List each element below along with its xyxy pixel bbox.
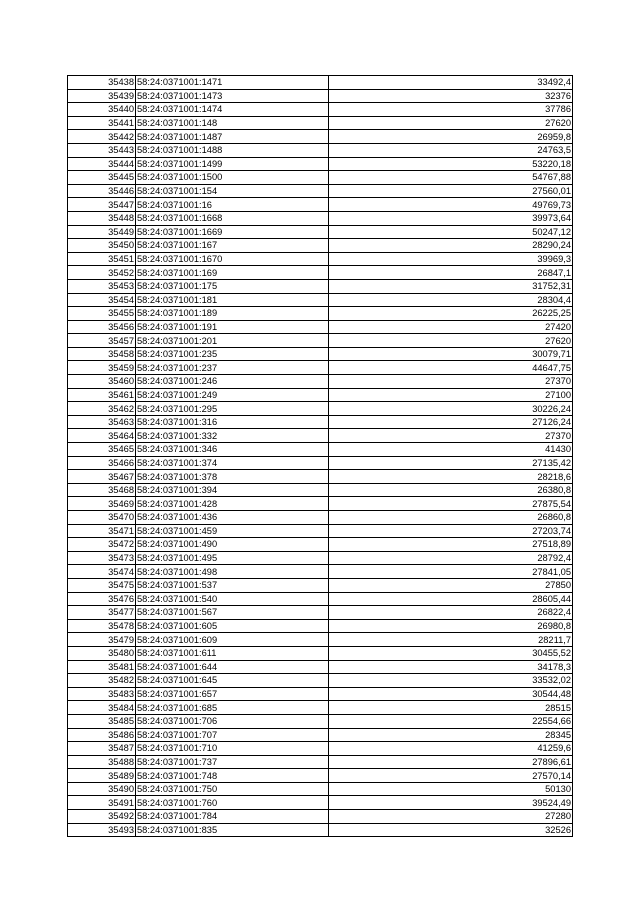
cadastral-number-cell: 58:24:0371001:645 bbox=[136, 674, 329, 688]
table-row bbox=[68, 157, 573, 171]
table-row bbox=[68, 266, 573, 280]
cadastral-number-cell: 58:24:0371001:609 bbox=[136, 633, 329, 647]
row-number-cell: 35464 bbox=[68, 429, 136, 443]
value-cell: 27896,61 bbox=[329, 755, 573, 769]
value-cell: 39524,49 bbox=[329, 796, 573, 810]
value-cell: 27135,42 bbox=[329, 456, 573, 470]
cadastral-number-cell: 58:24:0371001:644 bbox=[136, 660, 329, 674]
cadastral-number-cell: 58:24:0371001:1500 bbox=[136, 171, 329, 185]
row-number-cell: 35475 bbox=[68, 578, 136, 592]
row-number-cell: 35460 bbox=[68, 375, 136, 389]
table-row bbox=[68, 742, 573, 756]
cadastral-number-cell: 58:24:0371001:148 bbox=[136, 116, 329, 130]
table-row bbox=[68, 347, 573, 361]
value-cell: 50247,12 bbox=[329, 225, 573, 239]
value-cell: 26980,8 bbox=[329, 619, 573, 633]
table-row bbox=[68, 619, 573, 633]
table-row bbox=[68, 796, 573, 810]
cadastral-number-cell: 58:24:0371001:1488 bbox=[136, 143, 329, 157]
table-row bbox=[68, 279, 573, 293]
table-row bbox=[68, 810, 573, 824]
row-number-cell: 35442 bbox=[68, 130, 136, 144]
cadastral-number-cell: 58:24:0371001:346 bbox=[136, 443, 329, 457]
table-row bbox=[68, 252, 573, 266]
table-row bbox=[68, 239, 573, 253]
row-number-cell: 35492 bbox=[68, 810, 136, 824]
cadastral-number-cell: 58:24:0371001:537 bbox=[136, 578, 329, 592]
row-number-cell: 35447 bbox=[68, 198, 136, 212]
row-number-cell: 35486 bbox=[68, 728, 136, 742]
cadastral-number-cell: 58:24:0371001:611 bbox=[136, 646, 329, 660]
value-cell: 27620 bbox=[329, 334, 573, 348]
value-cell: 27518,89 bbox=[329, 538, 573, 552]
cadastral-number-cell: 58:24:0371001:1670 bbox=[136, 252, 329, 266]
value-cell: 44647,75 bbox=[329, 361, 573, 375]
table-row bbox=[68, 823, 573, 837]
table-row bbox=[68, 483, 573, 497]
table-row bbox=[68, 361, 573, 375]
value-cell: 30544,48 bbox=[329, 687, 573, 701]
table-row bbox=[68, 443, 573, 457]
value-cell: 33492,4 bbox=[329, 76, 573, 90]
cadastral-number-cell: 58:24:0371001:1499 bbox=[136, 157, 329, 171]
table-row bbox=[68, 592, 573, 606]
table-row bbox=[68, 606, 573, 620]
row-number-cell: 35477 bbox=[68, 606, 136, 620]
row-number-cell: 35439 bbox=[68, 89, 136, 103]
cadastral-number-cell: 58:24:0371001:181 bbox=[136, 293, 329, 307]
table-row bbox=[68, 171, 573, 185]
cadastral-number-cell: 58:24:0371001:295 bbox=[136, 402, 329, 416]
cadastral-number-cell: 58:24:0371001:748 bbox=[136, 769, 329, 783]
row-number-cell: 35445 bbox=[68, 171, 136, 185]
cadastral-number-cell: 58:24:0371001:191 bbox=[136, 320, 329, 334]
cadastral-number-cell: 58:24:0371001:490 bbox=[136, 538, 329, 552]
value-cell: 27203,74 bbox=[329, 524, 573, 538]
row-number-cell: 35443 bbox=[68, 143, 136, 157]
value-cell: 30455,52 bbox=[329, 646, 573, 660]
row-number-cell: 35457 bbox=[68, 334, 136, 348]
value-cell: 30226,24 bbox=[329, 402, 573, 416]
row-number-cell: 35454 bbox=[68, 293, 136, 307]
row-number-cell: 35446 bbox=[68, 184, 136, 198]
table-row bbox=[68, 456, 573, 470]
table-row bbox=[68, 728, 573, 742]
cadastral-number-cell: 58:24:0371001:685 bbox=[136, 701, 329, 715]
value-cell: 27100 bbox=[329, 388, 573, 402]
table-row bbox=[68, 769, 573, 783]
value-cell: 32526 bbox=[329, 823, 573, 837]
table-row bbox=[68, 660, 573, 674]
row-number-cell: 35455 bbox=[68, 307, 136, 321]
table-row bbox=[68, 538, 573, 552]
cadastral-number-cell: 58:24:0371001:394 bbox=[136, 483, 329, 497]
cadastral-number-cell: 58:24:0371001:249 bbox=[136, 388, 329, 402]
cadastral-number-cell: 58:24:0371001:495 bbox=[136, 551, 329, 565]
row-number-cell: 35476 bbox=[68, 592, 136, 606]
table-row bbox=[68, 524, 573, 538]
value-cell: 27850 bbox=[329, 578, 573, 592]
value-cell: 49769,73 bbox=[329, 198, 573, 212]
table-row bbox=[68, 225, 573, 239]
cadastral-number-cell: 58:24:0371001:154 bbox=[136, 184, 329, 198]
cadastral-number-cell: 58:24:0371001:540 bbox=[136, 592, 329, 606]
table-body bbox=[68, 76, 573, 837]
row-number-cell: 35473 bbox=[68, 551, 136, 565]
value-cell: 39969,3 bbox=[329, 252, 573, 266]
cadastral-number-cell: 58:24:0371001:1668 bbox=[136, 211, 329, 225]
cadastral-number-cell: 58:24:0371001:498 bbox=[136, 565, 329, 579]
value-cell: 27560,01 bbox=[329, 184, 573, 198]
row-number-cell: 35462 bbox=[68, 402, 136, 416]
row-number-cell: 35472 bbox=[68, 538, 136, 552]
cadastral-number-cell: 58:24:0371001:428 bbox=[136, 497, 329, 511]
cadastral-number-cell: 58:24:0371001:605 bbox=[136, 619, 329, 633]
cadastral-number-cell: 58:24:0371001:316 bbox=[136, 415, 329, 429]
value-cell: 24763,5 bbox=[329, 143, 573, 157]
value-cell: 22554,66 bbox=[329, 714, 573, 728]
value-cell: 27126,24 bbox=[329, 415, 573, 429]
value-cell: 37786 bbox=[329, 103, 573, 117]
table-row bbox=[68, 130, 573, 144]
row-number-cell: 35465 bbox=[68, 443, 136, 457]
value-cell: 27370 bbox=[329, 429, 573, 443]
row-number-cell: 35485 bbox=[68, 714, 136, 728]
row-number-cell: 35451 bbox=[68, 252, 136, 266]
table-row bbox=[68, 551, 573, 565]
value-cell: 41430 bbox=[329, 443, 573, 457]
table-row bbox=[68, 415, 573, 429]
table-row bbox=[68, 782, 573, 796]
value-cell: 28290,24 bbox=[329, 239, 573, 253]
row-number-cell: 35488 bbox=[68, 755, 136, 769]
cadastral-number-cell: 58:24:0371001:835 bbox=[136, 823, 329, 837]
table-row bbox=[68, 334, 573, 348]
row-number-cell: 35440 bbox=[68, 103, 136, 117]
row-number-cell: 35453 bbox=[68, 279, 136, 293]
cadastral-number-cell: 58:24:0371001:707 bbox=[136, 728, 329, 742]
table-row bbox=[68, 578, 573, 592]
cadastral-number-cell: 58:24:0371001:1473 bbox=[136, 89, 329, 103]
cadastral-number-cell: 58:24:0371001:657 bbox=[136, 687, 329, 701]
value-cell: 28218,6 bbox=[329, 470, 573, 484]
row-number-cell: 35450 bbox=[68, 239, 136, 253]
cadastral-number-cell: 58:24:0371001:710 bbox=[136, 742, 329, 756]
value-cell: 27370 bbox=[329, 375, 573, 389]
value-cell: 26225,25 bbox=[329, 307, 573, 321]
value-cell: 32376 bbox=[329, 89, 573, 103]
table-row bbox=[68, 184, 573, 198]
row-number-cell: 35493 bbox=[68, 823, 136, 837]
value-cell: 28211,7 bbox=[329, 633, 573, 647]
cadastral-number-cell: 58:24:0371001:1474 bbox=[136, 103, 329, 117]
table-row bbox=[68, 143, 573, 157]
cadastral-value-table bbox=[67, 75, 573, 837]
value-cell: 26860,8 bbox=[329, 511, 573, 525]
row-number-cell: 35470 bbox=[68, 511, 136, 525]
table-row bbox=[68, 198, 573, 212]
cadastral-number-cell: 58:24:0371001:175 bbox=[136, 279, 329, 293]
row-number-cell: 35481 bbox=[68, 660, 136, 674]
value-cell: 26959,8 bbox=[329, 130, 573, 144]
table-row bbox=[68, 402, 573, 416]
cadastral-number-cell: 58:24:0371001:189 bbox=[136, 307, 329, 321]
table-row bbox=[68, 674, 573, 688]
value-cell: 28792,4 bbox=[329, 551, 573, 565]
table-row bbox=[68, 755, 573, 769]
row-number-cell: 35469 bbox=[68, 497, 136, 511]
value-cell: 54767,88 bbox=[329, 171, 573, 185]
value-cell: 27280 bbox=[329, 810, 573, 824]
cadastral-number-cell: 58:24:0371001:459 bbox=[136, 524, 329, 538]
row-number-cell: 35471 bbox=[68, 524, 136, 538]
cadastral-number-cell: 58:24:0371001:737 bbox=[136, 755, 329, 769]
row-number-cell: 35483 bbox=[68, 687, 136, 701]
table-row bbox=[68, 211, 573, 225]
value-cell: 31752,31 bbox=[329, 279, 573, 293]
cadastral-number-cell: 58:24:0371001:750 bbox=[136, 782, 329, 796]
row-number-cell: 35491 bbox=[68, 796, 136, 810]
table-row bbox=[68, 429, 573, 443]
value-cell: 27875,54 bbox=[329, 497, 573, 511]
row-number-cell: 35452 bbox=[68, 266, 136, 280]
row-number-cell: 35487 bbox=[68, 742, 136, 756]
table-row bbox=[68, 565, 573, 579]
value-cell: 28605,44 bbox=[329, 592, 573, 606]
cadastral-number-cell: 58:24:0371001:760 bbox=[136, 796, 329, 810]
row-number-cell: 35474 bbox=[68, 565, 136, 579]
value-cell: 34178,3 bbox=[329, 660, 573, 674]
row-number-cell: 35458 bbox=[68, 347, 136, 361]
cadastral-number-cell: 58:24:0371001:16 bbox=[136, 198, 329, 212]
cadastral-number-cell: 58:24:0371001:436 bbox=[136, 511, 329, 525]
cadastral-number-cell: 58:24:0371001:246 bbox=[136, 375, 329, 389]
row-number-cell: 35444 bbox=[68, 157, 136, 171]
row-number-cell: 35441 bbox=[68, 116, 136, 130]
row-number-cell: 35449 bbox=[68, 225, 136, 239]
cadastral-number-cell: 58:24:0371001:378 bbox=[136, 470, 329, 484]
cadastral-number-cell: 58:24:0371001:167 bbox=[136, 239, 329, 253]
row-number-cell: 35468 bbox=[68, 483, 136, 497]
value-cell: 30079,71 bbox=[329, 347, 573, 361]
table-row bbox=[68, 646, 573, 660]
value-cell: 41259,6 bbox=[329, 742, 573, 756]
table-row bbox=[68, 320, 573, 334]
row-number-cell: 35490 bbox=[68, 782, 136, 796]
row-number-cell: 35466 bbox=[68, 456, 136, 470]
cadastral-number-cell: 58:24:0371001:1471 bbox=[136, 76, 329, 90]
value-cell: 28345 bbox=[329, 728, 573, 742]
value-cell: 53220,18 bbox=[329, 157, 573, 171]
value-cell: 26847,1 bbox=[329, 266, 573, 280]
table-row bbox=[68, 714, 573, 728]
cadastral-number-cell: 58:24:0371001:374 bbox=[136, 456, 329, 470]
row-number-cell: 35448 bbox=[68, 211, 136, 225]
table-row bbox=[68, 388, 573, 402]
cadastral-number-cell: 58:24:0371001:1487 bbox=[136, 130, 329, 144]
row-number-cell: 35438 bbox=[68, 76, 136, 90]
row-number-cell: 35479 bbox=[68, 633, 136, 647]
row-number-cell: 35478 bbox=[68, 619, 136, 633]
cadastral-number-cell: 58:24:0371001:169 bbox=[136, 266, 329, 280]
table-row bbox=[68, 293, 573, 307]
value-cell: 27620 bbox=[329, 116, 573, 130]
row-number-cell: 35459 bbox=[68, 361, 136, 375]
value-cell: 26380,8 bbox=[329, 483, 573, 497]
value-cell: 27841,05 bbox=[329, 565, 573, 579]
table-row bbox=[68, 470, 573, 484]
cadastral-number-cell: 58:24:0371001:332 bbox=[136, 429, 329, 443]
value-cell: 27570,14 bbox=[329, 769, 573, 783]
value-cell: 28515 bbox=[329, 701, 573, 715]
row-number-cell: 35461 bbox=[68, 388, 136, 402]
row-number-cell: 35482 bbox=[68, 674, 136, 688]
table-row bbox=[68, 701, 573, 715]
cadastral-number-cell: 58:24:0371001:235 bbox=[136, 347, 329, 361]
table-row bbox=[68, 375, 573, 389]
row-number-cell: 35463 bbox=[68, 415, 136, 429]
table-row bbox=[68, 497, 573, 511]
value-cell: 26822,4 bbox=[329, 606, 573, 620]
value-cell: 50130 bbox=[329, 782, 573, 796]
row-number-cell: 35456 bbox=[68, 320, 136, 334]
cadastral-number-cell: 58:24:0371001:706 bbox=[136, 714, 329, 728]
table-row bbox=[68, 103, 573, 117]
value-cell: 28304,4 bbox=[329, 293, 573, 307]
cadastral-number-cell: 58:24:0371001:201 bbox=[136, 334, 329, 348]
cadastral-number-cell: 58:24:0371001:784 bbox=[136, 810, 329, 824]
row-number-cell: 35467 bbox=[68, 470, 136, 484]
cadastral-number-cell: 58:24:0371001:567 bbox=[136, 606, 329, 620]
value-cell: 33532,02 bbox=[329, 674, 573, 688]
value-cell: 39973,64 bbox=[329, 211, 573, 225]
table-row bbox=[68, 76, 573, 90]
table-row bbox=[68, 633, 573, 647]
table-row bbox=[68, 116, 573, 130]
row-number-cell: 35480 bbox=[68, 646, 136, 660]
table-row bbox=[68, 687, 573, 701]
row-number-cell: 35484 bbox=[68, 701, 136, 715]
table-row bbox=[68, 307, 573, 321]
value-cell: 27420 bbox=[329, 320, 573, 334]
table-row bbox=[68, 89, 573, 103]
table-row bbox=[68, 511, 573, 525]
cadastral-number-cell: 58:24:0371001:1669 bbox=[136, 225, 329, 239]
row-number-cell: 35489 bbox=[68, 769, 136, 783]
cadastral-number-cell: 58:24:0371001:237 bbox=[136, 361, 329, 375]
